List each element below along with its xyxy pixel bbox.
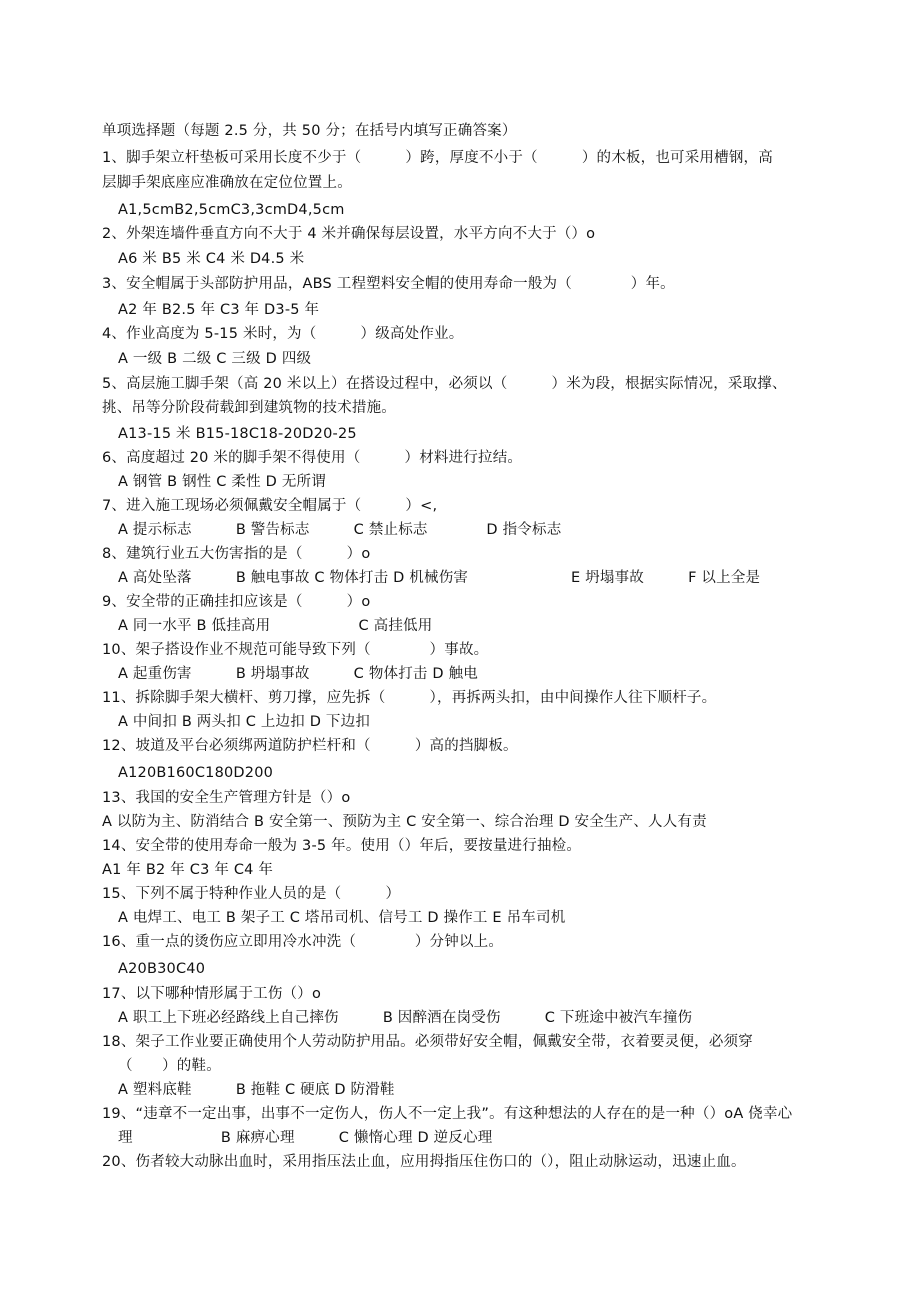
options-6: A 钢管 B 钢性 C 柔性 D 无所谓	[118, 474, 326, 490]
question-19-cont: 理 B 麻痹心理 C 懒惰心理 D 逆反心理	[118, 1130, 493, 1146]
question-5-cont: 挑、吊等分阶段荷载卸到建筑物的技术措施。	[102, 400, 396, 416]
question-3: 3、安全帽属于头部防护用品，ABS 工程塑料安全帽的使用寿命一般为（ ）年。	[102, 276, 675, 292]
question-9: 9、安全带的正确挂扣应该是（ ）o	[102, 594, 371, 610]
question-6: 6、高度超过 20 米的脚手架不得使用（ ）材料进行拉结。	[102, 450, 523, 466]
options-2: A6 米 B5 米 C4 米 D4.5 米	[118, 251, 305, 267]
options-11: A 中间扣 B 两头扣 C 上边扣 D 下边扣	[118, 714, 371, 730]
options-15: A 电焊工、电工 B 架子工 C 塔吊司机、信号工 D 操作工 E 吊车司机	[118, 910, 566, 926]
question-18: 18、架子工作业要正确使用个人劳动防护用品。必须带好安全帽，佩戴安全带，衣着要灵便，必须穿	[102, 1034, 753, 1050]
options-3: A2 年 B2.5 年 C3 年 D3-5 年	[118, 302, 320, 318]
question-17: 17、以下哪种情形属于工伤（）o	[102, 986, 322, 1002]
options-12: A120B160C180D200	[118, 765, 274, 781]
question-4: 4、作业高度为 5-15 米时，为（ ）级高处作业。	[102, 326, 464, 342]
question-7: 7、进入施工现场必须佩戴安全帽属于（ ）<,	[102, 498, 438, 514]
options-17: A 职工上下班必经路线上自己摔伤 B 因醉酒在岗受伤 C 下班途中被汽车撞伤	[118, 1010, 693, 1026]
options-10: A 起重伤害 B 坍塌事故 C 物体打击 D 触电	[118, 666, 479, 682]
options-18: A 塑料底鞋 B 拖鞋 C 硬底 D 防滑鞋	[118, 1082, 395, 1098]
question-14: 14、安全带的使用寿命一般为 3-5 年。使用（）年后，要按量进行抽检。	[102, 838, 582, 854]
question-2: 2、外架连墙件垂直方向不大于 4 米并确保每层设置，水平方向不大于（）o	[102, 226, 596, 242]
question-15: 15、下列不属于特种作业人员的是（ ）	[102, 886, 401, 902]
section-header: 单项选择题（每题 2.5 分，共 50 分；在括号内填写正确答案）	[102, 123, 517, 139]
options-7: A 提示标志 B 警告标志 C 禁止标志 D 指令标志	[118, 522, 562, 538]
question-8: 8、建筑行业五大伤害指的是（ ）o	[102, 546, 371, 562]
question-20: 20、伤者较大动脉出血时，采用指压法止血，应用拇指压住伤口的（），阻止动脉运动，迅速止血。	[102, 1154, 746, 1170]
question-1: 1、脚手架立杆垫板可采用长度不少于（ ）跨，厚度不小于（ ）的木板，也可采用槽钢，高	[102, 150, 773, 166]
question-18-cont: （ ）的鞋。	[118, 1058, 221, 1074]
question-16: 16、重一点的烫伤应立即用冷水冲洗（ ）分钟以上。	[102, 934, 504, 950]
options-5: A13-15 米 B15-18C18-20D20-25	[118, 426, 357, 442]
options-4: A 一级 B 二级 C 三级 D 四级	[118, 351, 312, 367]
options-1: A1,5cmB2,5cmC3,3cmD4,5cm	[118, 202, 345, 218]
question-1-cont: 层脚手架底座应准确放在定位位置上。	[102, 175, 352, 191]
question-5: 5、高层施工脚手架（高 20 米以上）在搭设过程中，必须以（ ）米为段，根据实际情况，采取撑、	[102, 376, 787, 392]
options-13: A 以防为主、防消结合 B 安全第一、预防为主 C 安全第一、综合治理 D 安全生产、人人有责	[102, 814, 707, 830]
question-19: 19、“违章不一定出事，出事不一定伤人，伤人不一定上我”。有这种想法的人存在的是一种（）oA 侥幸心	[102, 1106, 793, 1122]
question-11: 11、拆除脚手架大横杆、剪刀撑，应先拆（ ），再拆两头扣，由中间操作人往下顺杆子。	[102, 690, 717, 706]
question-13: 13、我国的安全生产管理方针是（）o	[102, 790, 351, 806]
options-9: A 同一水平 B 低挂高用 C 高挂低用	[118, 618, 433, 634]
options-8: A 高处坠落 B 触电事故 C 物体打击 D 机械伤害 E 坍塌事故 F 以上全是	[118, 570, 761, 586]
question-10: 10、架子搭设作业不规范可能导致下列（ ）事故。	[102, 642, 489, 658]
question-12: 12、坡道及平台必须绑两道防护栏杆和（ ）高的挡脚板。	[102, 738, 518, 754]
options-16: A20B30C40	[118, 961, 206, 977]
options-14: A1 年 B2 年 C3 年 C4 年	[102, 862, 274, 878]
